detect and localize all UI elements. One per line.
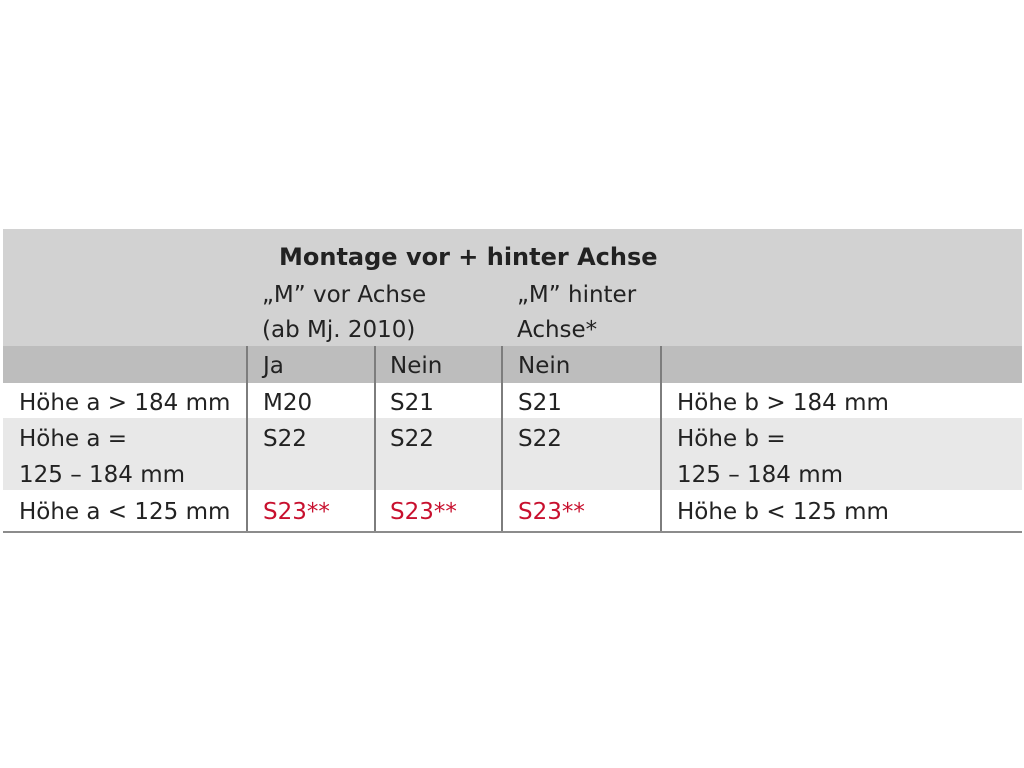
cell-value: S22 bbox=[263, 426, 307, 452]
group-title: Montage vor + hinter Achse bbox=[279, 243, 658, 271]
subheader-nein-1: Nein bbox=[390, 353, 443, 379]
cell-value: S22 bbox=[518, 426, 562, 452]
row-label-left: Höhe a < 125 mm bbox=[19, 499, 231, 525]
column-divider bbox=[374, 346, 376, 531]
subheader-nein-2: Nein bbox=[518, 353, 571, 379]
subheader-ja: Ja bbox=[263, 353, 284, 379]
column-header-hinter-line1: „M” hinter bbox=[517, 282, 637, 308]
row-label-left: Höhe a > 184 mm bbox=[19, 390, 231, 416]
cell-value-highlight: S23** bbox=[518, 499, 585, 525]
column-divider bbox=[660, 346, 662, 531]
cell-value: M20 bbox=[263, 390, 313, 416]
mounting-table bbox=[3, 229, 1022, 533]
column-divider bbox=[501, 346, 503, 531]
cell-value: S22 bbox=[390, 426, 434, 452]
row-label-right: Höhe b < 125 mm bbox=[677, 499, 889, 525]
cell-value-highlight: S23** bbox=[263, 499, 330, 525]
row-label-left-line2: 125 – 184 mm bbox=[19, 462, 186, 488]
row-label-right-line1: Höhe b = bbox=[677, 426, 786, 452]
cell-value: S21 bbox=[518, 390, 562, 416]
column-header-hinter-line2: Achse* bbox=[517, 317, 598, 343]
row-label-right: Höhe b > 184 mm bbox=[677, 390, 889, 416]
table-bottom-border bbox=[3, 531, 1022, 533]
column-header-vor-line1: „M” vor Achse bbox=[262, 282, 427, 308]
row-label-left-line1: Höhe a = bbox=[19, 426, 128, 452]
column-divider bbox=[246, 346, 248, 531]
cell-value-highlight: S23** bbox=[390, 499, 457, 525]
table-subheader bbox=[3, 346, 1022, 383]
cell-value: S21 bbox=[390, 390, 434, 416]
column-header-vor-line2: (ab Mj. 2010) bbox=[262, 317, 416, 343]
row-label-right-line2: 125 – 184 mm bbox=[677, 462, 844, 488]
